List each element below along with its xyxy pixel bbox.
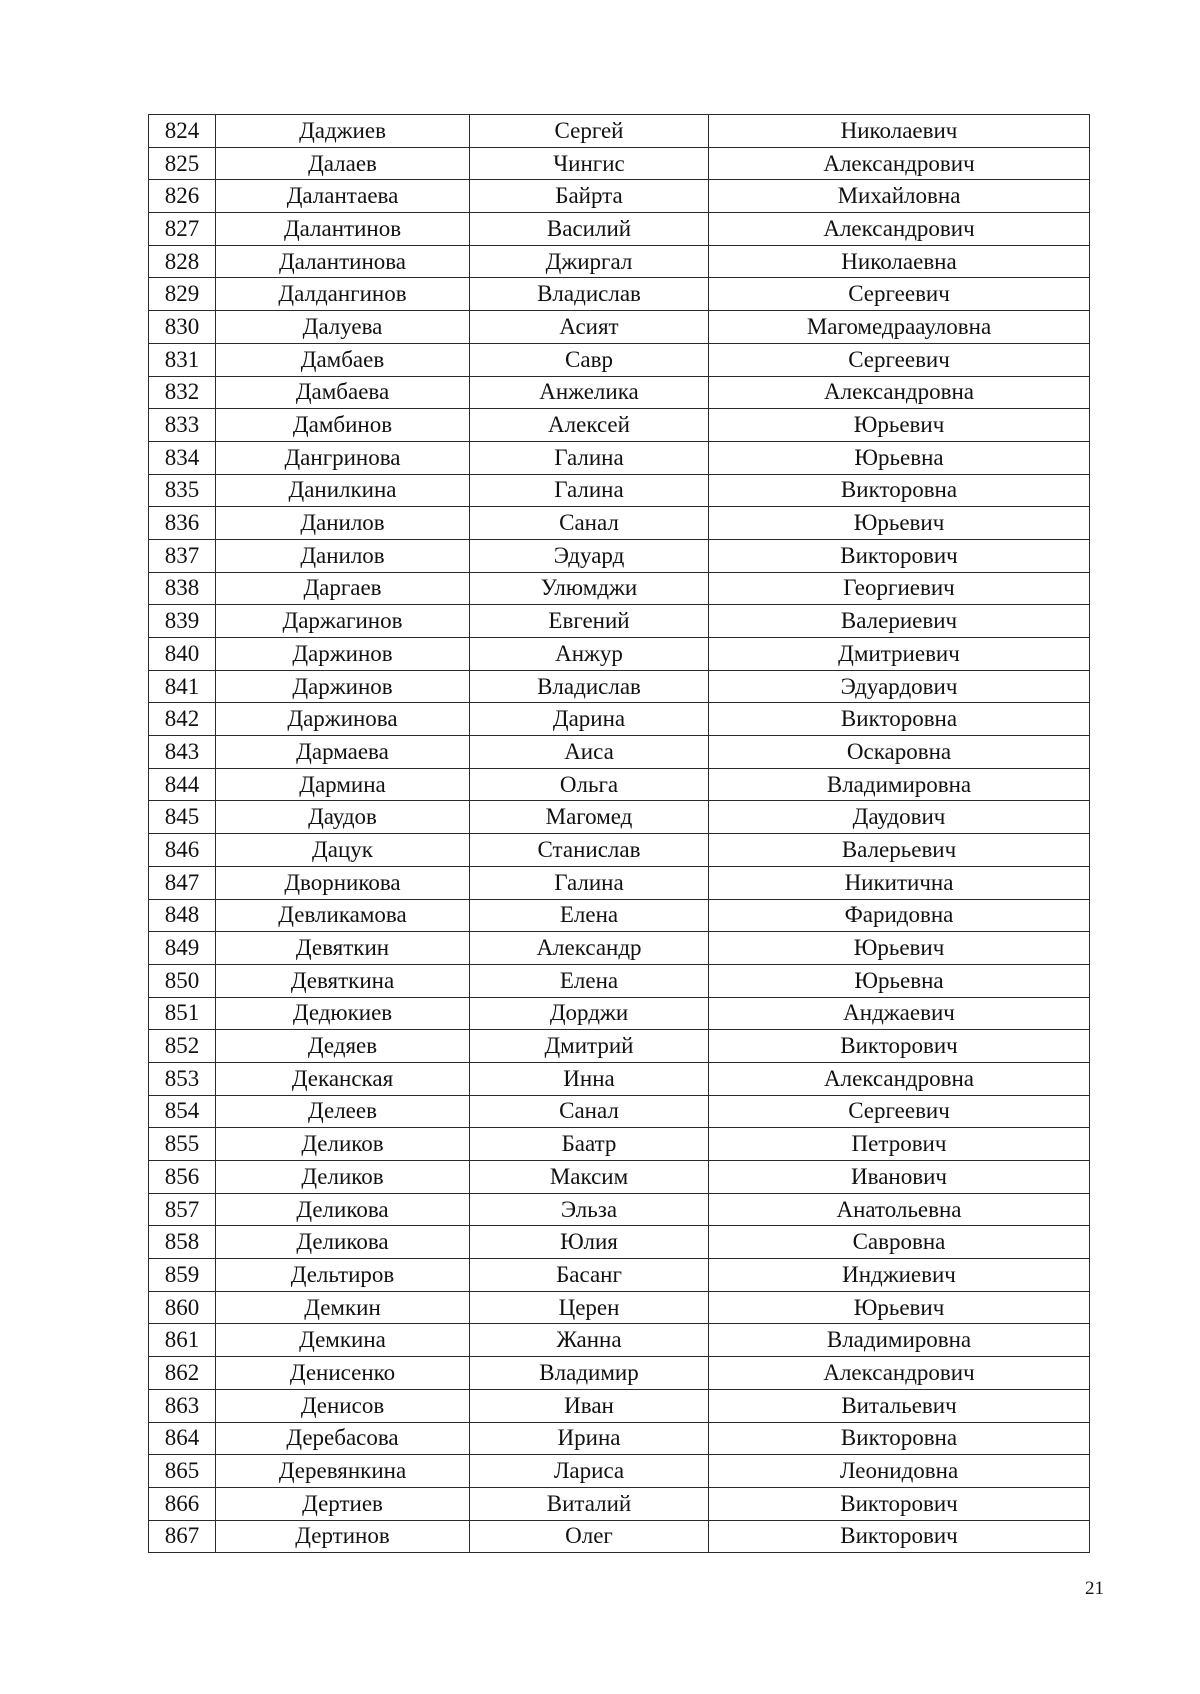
last-name-cell: Деликова [216, 1226, 470, 1259]
table-row [149, 932, 1090, 965]
last-name-cell: Даджиев [216, 115, 470, 148]
first-name-cell: Аиса [470, 736, 709, 769]
row-number-cell: 847 [149, 866, 216, 899]
patronymic-cell: Сергеевич [709, 278, 1090, 311]
row-number-cell: 864 [149, 1422, 216, 1455]
table-row [149, 507, 1090, 540]
table-row [149, 638, 1090, 671]
first-name-cell: Лариса [470, 1455, 709, 1488]
row-number-cell: 845 [149, 801, 216, 834]
first-name-cell: Басанг [470, 1259, 709, 1292]
last-name-cell: Далантинов [216, 213, 470, 246]
row-number-cell: 835 [149, 474, 216, 507]
first-name-cell: Ольга [470, 768, 709, 801]
table-row [149, 1226, 1090, 1259]
first-name-cell: Дмитрий [470, 1030, 709, 1063]
row-number-cell: 830 [149, 311, 216, 344]
first-name-cell: Баатр [470, 1128, 709, 1161]
row-number-cell: 826 [149, 180, 216, 213]
row-number-cell: 866 [149, 1487, 216, 1520]
first-name-cell: Жанна [470, 1324, 709, 1357]
first-name-cell: Дорджи [470, 997, 709, 1030]
last-name-cell: Даржинов [216, 638, 470, 671]
last-name-cell: Девликамова [216, 899, 470, 932]
first-name-cell: Галина [470, 474, 709, 507]
patronymic-cell: Викторовна [709, 474, 1090, 507]
patronymic-cell: Петрович [709, 1128, 1090, 1161]
table-row [149, 1357, 1090, 1390]
table-row [149, 441, 1090, 474]
last-name-cell: Девяткин [216, 932, 470, 965]
patronymic-cell: Юрьевич [709, 1291, 1090, 1324]
row-number-cell: 865 [149, 1455, 216, 1488]
patronymic-cell: Даудович [709, 801, 1090, 834]
row-number-cell: 853 [149, 1062, 216, 1095]
last-name-cell: Дертинов [216, 1520, 470, 1553]
first-name-cell: Церен [470, 1291, 709, 1324]
first-name-cell: Дарина [470, 703, 709, 736]
table-row [149, 343, 1090, 376]
table-row [149, 311, 1090, 344]
table-row [149, 213, 1090, 246]
last-name-cell: Деликов [216, 1161, 470, 1194]
first-name-cell: Алексей [470, 409, 709, 442]
last-name-cell: Деревянкина [216, 1455, 470, 1488]
first-name-cell: Елена [470, 964, 709, 997]
table-row [149, 409, 1090, 442]
last-name-cell: Дамбаева [216, 376, 470, 409]
patronymic-cell: Леонидовна [709, 1455, 1090, 1488]
last-name-cell: Деканская [216, 1062, 470, 1095]
last-name-cell: Далдангинов [216, 278, 470, 311]
last-name-cell: Девяткина [216, 964, 470, 997]
last-name-cell: Дедюкиев [216, 997, 470, 1030]
row-number-cell: 841 [149, 670, 216, 703]
table-row [149, 1095, 1090, 1128]
last-name-cell: Даржинова [216, 703, 470, 736]
last-name-cell: Дармаева [216, 736, 470, 769]
patronymic-cell: Анатольевна [709, 1193, 1090, 1226]
row-number-cell: 836 [149, 507, 216, 540]
first-name-cell: Анжур [470, 638, 709, 671]
page-number: 21 [1085, 1578, 1104, 1599]
table-row [149, 1487, 1090, 1520]
row-number-cell: 856 [149, 1161, 216, 1194]
patronymic-cell: Эдуардович [709, 670, 1090, 703]
table-row [149, 899, 1090, 932]
first-name-cell: Евгений [470, 605, 709, 638]
patronymic-cell: Викторовна [709, 1422, 1090, 1455]
row-number-cell: 837 [149, 539, 216, 572]
last-name-cell: Деликов [216, 1128, 470, 1161]
row-number-cell: 857 [149, 1193, 216, 1226]
table-row [149, 1161, 1090, 1194]
roster-table [148, 114, 1090, 1553]
last-name-cell: Дацук [216, 834, 470, 867]
last-name-cell: Дворникова [216, 866, 470, 899]
patronymic-cell: Дмитриевич [709, 638, 1090, 671]
patronymic-cell: Сергеевич [709, 1095, 1090, 1128]
table-row [149, 180, 1090, 213]
last-name-cell: Даржагинов [216, 605, 470, 638]
first-name-cell: Максим [470, 1161, 709, 1194]
first-name-cell: Владислав [470, 670, 709, 703]
last-name-cell: Данилкина [216, 474, 470, 507]
first-name-cell: Владислав [470, 278, 709, 311]
patronymic-cell: Александрович [709, 213, 1090, 246]
last-name-cell: Далаев [216, 147, 470, 180]
first-name-cell: Магомед [470, 801, 709, 834]
row-number-cell: 829 [149, 278, 216, 311]
table-row [149, 703, 1090, 736]
first-name-cell: Иван [470, 1389, 709, 1422]
row-number-cell: 834 [149, 441, 216, 474]
last-name-cell: Даргаев [216, 572, 470, 605]
first-name-cell: Джиргал [470, 245, 709, 278]
patronymic-cell: Николаевич [709, 115, 1090, 148]
patronymic-cell: Юрьевич [709, 507, 1090, 540]
row-number-cell: 831 [149, 343, 216, 376]
table-row [149, 147, 1090, 180]
last-name-cell: Далуева [216, 311, 470, 344]
first-name-cell: Анжелика [470, 376, 709, 409]
last-name-cell: Демкина [216, 1324, 470, 1357]
row-number-cell: 827 [149, 213, 216, 246]
table-row [149, 605, 1090, 638]
first-name-cell: Байрта [470, 180, 709, 213]
row-number-cell: 848 [149, 899, 216, 932]
table-row [149, 834, 1090, 867]
patronymic-cell: Викторович [709, 1030, 1090, 1063]
patronymic-cell: Юрьевна [709, 441, 1090, 474]
first-name-cell: Асият [470, 311, 709, 344]
last-name-cell: Дертиев [216, 1487, 470, 1520]
first-name-cell: Василий [470, 213, 709, 246]
first-name-cell: Олег [470, 1520, 709, 1553]
row-number-cell: 838 [149, 572, 216, 605]
table-row [149, 1520, 1090, 1553]
last-name-cell: Деликова [216, 1193, 470, 1226]
row-number-cell: 867 [149, 1520, 216, 1553]
table-row [149, 1259, 1090, 1292]
row-number-cell: 840 [149, 638, 216, 671]
row-number-cell: 852 [149, 1030, 216, 1063]
last-name-cell: Дамбаев [216, 343, 470, 376]
patronymic-cell: Александрович [709, 1357, 1090, 1390]
last-name-cell: Дельтиров [216, 1259, 470, 1292]
patronymic-cell: Валериевич [709, 605, 1090, 638]
table-row [149, 245, 1090, 278]
patronymic-cell: Викторович [709, 1520, 1090, 1553]
patronymic-cell: Викторович [709, 1487, 1090, 1520]
first-name-cell: Галина [470, 441, 709, 474]
first-name-cell: Владимир [470, 1357, 709, 1390]
last-name-cell: Далантаева [216, 180, 470, 213]
row-number-cell: 851 [149, 997, 216, 1030]
table-row [149, 964, 1090, 997]
patronymic-cell: Фаридовна [709, 899, 1090, 932]
last-name-cell: Дармина [216, 768, 470, 801]
last-name-cell: Денисенко [216, 1357, 470, 1390]
first-name-cell: Эдуард [470, 539, 709, 572]
first-name-cell: Виталий [470, 1487, 709, 1520]
row-number-cell: 844 [149, 768, 216, 801]
row-number-cell: 846 [149, 834, 216, 867]
row-number-cell: 861 [149, 1324, 216, 1357]
last-name-cell: Даудов [216, 801, 470, 834]
table-row [149, 801, 1090, 834]
row-number-cell: 850 [149, 964, 216, 997]
row-number-cell: 859 [149, 1259, 216, 1292]
last-name-cell: Данилов [216, 507, 470, 540]
first-name-cell: Эльза [470, 1193, 709, 1226]
last-name-cell: Даржинов [216, 670, 470, 703]
row-number-cell: 832 [149, 376, 216, 409]
patronymic-cell: Никитична [709, 866, 1090, 899]
table-row [149, 736, 1090, 769]
row-number-cell: 860 [149, 1291, 216, 1324]
patronymic-cell: Георгиевич [709, 572, 1090, 605]
patronymic-cell: Владимировна [709, 1324, 1090, 1357]
first-name-cell: Савр [470, 343, 709, 376]
table-row [149, 572, 1090, 605]
last-name-cell: Демкин [216, 1291, 470, 1324]
table-row [149, 474, 1090, 507]
table-row [149, 1455, 1090, 1488]
first-name-cell: Улюмджи [470, 572, 709, 605]
first-name-cell: Санал [470, 1095, 709, 1128]
table-row [149, 1128, 1090, 1161]
patronymic-cell: Александрович [709, 147, 1090, 180]
last-name-cell: Дамбинов [216, 409, 470, 442]
patronymic-cell: Александровна [709, 1062, 1090, 1095]
table-row [149, 1062, 1090, 1095]
row-number-cell: 828 [149, 245, 216, 278]
last-name-cell: Дангринова [216, 441, 470, 474]
row-number-cell: 824 [149, 115, 216, 148]
first-name-cell: Санал [470, 507, 709, 540]
row-number-cell: 825 [149, 147, 216, 180]
last-name-cell: Делеев [216, 1095, 470, 1128]
table-row [149, 1291, 1090, 1324]
patronymic-cell: Владимировна [709, 768, 1090, 801]
patronymic-cell: Александровна [709, 376, 1090, 409]
row-number-cell: 849 [149, 932, 216, 965]
patronymic-cell: Юрьевич [709, 409, 1090, 442]
row-number-cell: 858 [149, 1226, 216, 1259]
table-row [149, 1030, 1090, 1063]
table-row [149, 997, 1090, 1030]
table-row [149, 1193, 1090, 1226]
patronymic-cell: Сергеевич [709, 343, 1090, 376]
roster-table-body [149, 115, 1090, 1553]
last-name-cell: Дедяев [216, 1030, 470, 1063]
last-name-cell: Денисов [216, 1389, 470, 1422]
patronymic-cell: Магомедраауловна [709, 311, 1090, 344]
table-row [149, 278, 1090, 311]
row-number-cell: 862 [149, 1357, 216, 1390]
first-name-cell: Ирина [470, 1422, 709, 1455]
table-row [149, 866, 1090, 899]
patronymic-cell: Оскаровна [709, 736, 1090, 769]
patronymic-cell: Викторович [709, 539, 1090, 572]
patronymic-cell: Николаевна [709, 245, 1090, 278]
table-row [149, 1324, 1090, 1357]
last-name-cell: Деребасова [216, 1422, 470, 1455]
first-name-cell: Галина [470, 866, 709, 899]
table-row [149, 376, 1090, 409]
last-name-cell: Данилов [216, 539, 470, 572]
patronymic-cell: Михайловна [709, 180, 1090, 213]
patronymic-cell: Юрьевич [709, 932, 1090, 965]
table-row [149, 1422, 1090, 1455]
patronymic-cell: Иванович [709, 1161, 1090, 1194]
patronymic-cell: Викторовна [709, 703, 1090, 736]
first-name-cell: Сергей [470, 115, 709, 148]
first-name-cell: Елена [470, 899, 709, 932]
patronymic-cell: Юрьевна [709, 964, 1090, 997]
row-number-cell: 842 [149, 703, 216, 736]
row-number-cell: 854 [149, 1095, 216, 1128]
first-name-cell: Юлия [470, 1226, 709, 1259]
first-name-cell: Инна [470, 1062, 709, 1095]
patronymic-cell: Савровна [709, 1226, 1090, 1259]
row-number-cell: 855 [149, 1128, 216, 1161]
table-row [149, 539, 1090, 572]
table-row [149, 115, 1090, 148]
patronymic-cell: Валерьевич [709, 834, 1090, 867]
first-name-cell: Чингис [470, 147, 709, 180]
last-name-cell: Далантинова [216, 245, 470, 278]
row-number-cell: 839 [149, 605, 216, 638]
patronymic-cell: Анджаевич [709, 997, 1090, 1030]
patronymic-cell: Инджиевич [709, 1259, 1090, 1292]
table-row [149, 1389, 1090, 1422]
first-name-cell: Александр [470, 932, 709, 965]
row-number-cell: 863 [149, 1389, 216, 1422]
row-number-cell: 833 [149, 409, 216, 442]
table-row [149, 768, 1090, 801]
table-row [149, 670, 1090, 703]
first-name-cell: Станислав [470, 834, 709, 867]
row-number-cell: 843 [149, 736, 216, 769]
patronymic-cell: Витальевич [709, 1389, 1090, 1422]
